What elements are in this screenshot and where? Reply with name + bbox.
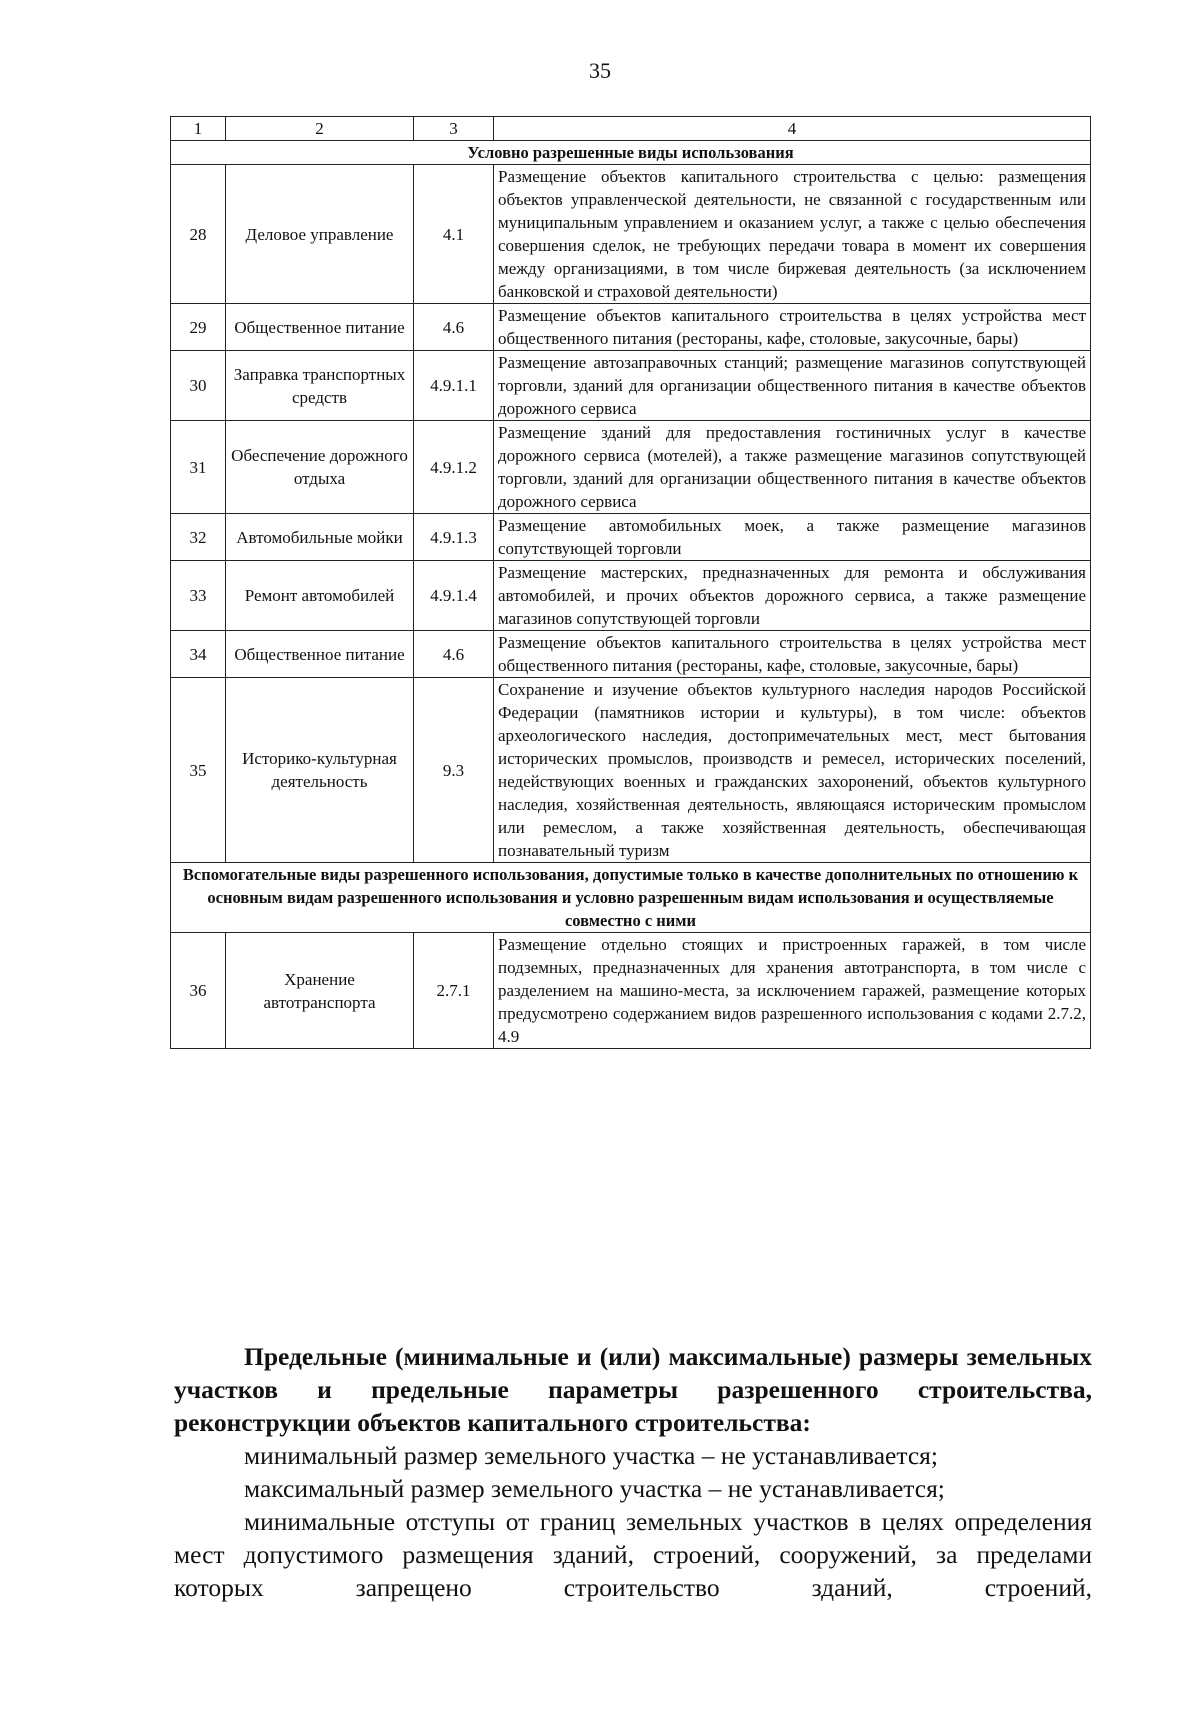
- use-code: 4.9.1.4: [414, 561, 494, 631]
- table-row: [171, 304, 1091, 351]
- use-code: 4.1: [414, 165, 494, 304]
- section-title: Условно разрешенные виды использования: [171, 141, 1091, 165]
- section-row-auxiliary: [171, 863, 1091, 933]
- use-description: Размещение зданий для предоставления гостиничных услуг в качестве дорожного сервиса (мотелей), а также размещение магазинов сопутствующей торговли, зданий для организации общественного питания в качестве объектов дорожного сервиса: [494, 421, 1091, 514]
- paragraph: максимальный размер земельного участка – не устанавливается;: [244, 1474, 945, 1503]
- use-name: Заправка транспортных средств: [226, 351, 414, 421]
- use-name: Автомобильные мойки: [226, 514, 414, 561]
- use-description: Размещение автозаправочных станций; размещение магазинов сопутствующей торговли, зданий для организации общественного питания в качестве объектов дорожного сервиса: [494, 351, 1091, 421]
- row-number: 29: [171, 304, 226, 351]
- use-name: Деловое управление: [226, 165, 414, 304]
- body-text: [174, 1340, 1092, 1604]
- use-description: Размещение объектов капитального строительства в целях устройства мест общественного питания (рестораны, кафе, столовые, закусочные, бары): [494, 304, 1091, 351]
- use-name: Обеспечение дорожного отдыха: [226, 421, 414, 514]
- table-row: [171, 678, 1091, 863]
- row-number: 31: [171, 421, 226, 514]
- column-header: 1: [171, 117, 226, 141]
- use-code: 2.7.1: [414, 933, 494, 1049]
- use-description: Размещение мастерских, предназначенных для ремонта и обслуживания автомобилей, и прочих объектов дорожного сервиса, а также размещение магазинов сопутствующей торговли: [494, 561, 1091, 631]
- row-number: 34: [171, 631, 226, 678]
- use-code: 4.6: [414, 631, 494, 678]
- use-code: 4.9.1.1: [414, 351, 494, 421]
- table-row: [171, 165, 1091, 304]
- row-number: 35: [171, 678, 226, 863]
- table-row: [171, 561, 1091, 631]
- table-row: [171, 933, 1091, 1049]
- use-name: Ремонт автомобилей: [226, 561, 414, 631]
- page-number: 35: [589, 58, 611, 83]
- paragraph: минимальный размер земельного участка – не устанавливается;: [244, 1441, 938, 1470]
- use-description: Размещение отдельно стоящих и пристроенных гаражей, в том числе подземных, предназначенных для хранения автотранспорта, в том числе с разделением на машино-места, за исключением гаражей, размещение которых предусмотрено содержанием видов разрешенного использования с кодами 2.7.2, 4.9: [494, 933, 1091, 1049]
- column-header: 3: [414, 117, 494, 141]
- use-code: 4.9.1.3: [414, 514, 494, 561]
- use-code: 4.6: [414, 304, 494, 351]
- row-number: 32: [171, 514, 226, 561]
- use-description: Сохранение и изучение объектов культурного наследия народов Российской Федерации (памятников истории и культуры), в том числе: объектов археологического наследия, достопримечательных мест, мест бытования исторических промыслов, производств и ремесел, исторических поселений, недействующих военных и гражданских захоронений, объектов культурного наследия, хозяйственная деятельность, являющаяся историческим промыслом или ремеслом, а также хозяйственная деятельность, обеспечивающая познавательный туризм: [494, 678, 1091, 863]
- table-row: [171, 351, 1091, 421]
- table-row: [171, 514, 1091, 561]
- row-number: 28: [171, 165, 226, 304]
- row-number: 33: [171, 561, 226, 631]
- use-description: Размещение автомобильных моек, а также размещение магазинов сопутствующей торговли: [494, 514, 1091, 561]
- land-use-table: [170, 116, 1091, 1049]
- table-row: [171, 421, 1091, 514]
- paragraph: минимальные отступы от границ земельных участков в целях определения мест допустимого размещения зданий, строений, сооружений, за пределами которых запрещено строительство зданий, строений,: [174, 1507, 1092, 1602]
- column-header: 2: [226, 117, 414, 141]
- use-description: Размещение объектов капитального строительства с целью: размещения объектов управленческой деятельности, не связанной с государственным или муниципальным управлением и оказанием услуг, а также с целью обеспечения совершения сделок, не требующих передачи товара в момент их совершения между организациями, в том числе биржевая деятельность (за исключением банковской и страховой деятельности): [494, 165, 1091, 304]
- section-row-conditional: [171, 141, 1091, 165]
- table-row: [171, 631, 1091, 678]
- table-header-row: [171, 117, 1091, 141]
- column-header: 4: [494, 117, 1091, 141]
- use-name: Историко-культурная деятельность: [226, 678, 414, 863]
- use-description: Размещение объектов капитального строительства в целях устройства мест общественного питания (рестораны, кафе, столовые, закусочные, бары): [494, 631, 1091, 678]
- section-heading: Предельные (минимальные и (или) максимальные) размеры земельных участков и предельные параметры разрешенного строительства, реконструкции объектов капитального строительства:: [174, 1342, 1092, 1437]
- use-name: Общественное питание: [226, 631, 414, 678]
- use-code: 9.3: [414, 678, 494, 863]
- section-title: Вспомогательные виды разрешенного использования, допустимые только в качестве дополнительных по отношению к основным видам разрешенного использования и условно разрешенным видам использования и осуществляемые совместно с ними: [171, 863, 1091, 933]
- row-number: 36: [171, 933, 226, 1049]
- use-name: Хранение автотранспорта: [226, 933, 414, 1049]
- use-code: 4.9.1.2: [414, 421, 494, 514]
- row-number: 30: [171, 351, 226, 421]
- use-name: Общественное питание: [226, 304, 414, 351]
